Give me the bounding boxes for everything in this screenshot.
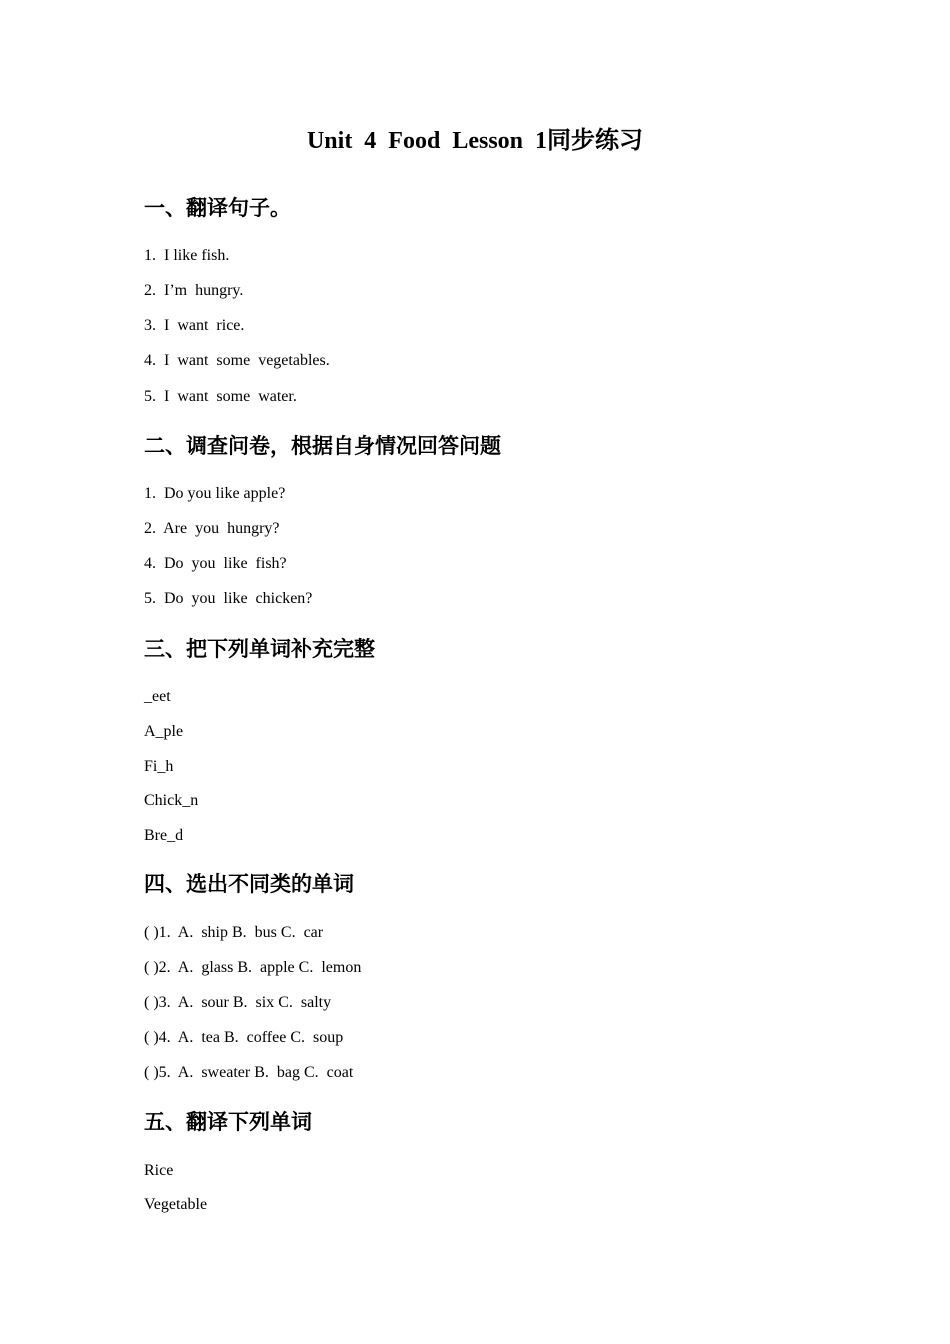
list-item: 1. I like fish. [144,247,230,264]
list-item: 3. I want rice. [144,317,245,334]
list-item: 4. I want some vegetables. [144,352,330,369]
list-item: _eet [144,688,171,705]
list-item: ( )2. A. glass B. apple C. lemon [144,959,362,976]
list-item: 1. Do you like apple? [144,485,286,502]
section-heading: 二、调查问卷，根据自身情况回答问题 [144,434,501,458]
list-item: A_ple [144,723,184,740]
page-title: Unit 4 Food Lesson 1同步练习 [306,128,644,154]
section-heading: 五、翻译下列单词 [144,1110,312,1134]
list-item: Chick_n [144,792,199,809]
list-item: Fi_h [144,758,174,775]
section-heading: 四、选出不同类的单词 [144,872,354,896]
section-heading: 三、把下列单词补充完整 [144,637,375,661]
list-item: Rice [144,1162,174,1179]
list-item: ( )3. A. sour B. six C. salty [144,994,332,1011]
list-item: Vegetable [144,1196,208,1213]
list-item: ( )5. A. sweater B. bag C. coat [144,1064,354,1081]
list-item: 5. I want some water. [144,388,297,405]
section-heading: 一、翻译句子。 [144,196,291,220]
list-item: 2. I’m hungry. [144,282,244,299]
list-item: ( )4. A. tea B. coffee C. soup [144,1029,344,1046]
list-item: ( )1. A. ship B. bus C. car [144,924,324,941]
list-item: Bre_d [144,827,184,844]
list-item: 4. Do you like fish? [144,555,287,572]
list-item: 5. Do you like chicken? [144,590,313,607]
list-item: 2. Are you hungry? [144,520,280,537]
